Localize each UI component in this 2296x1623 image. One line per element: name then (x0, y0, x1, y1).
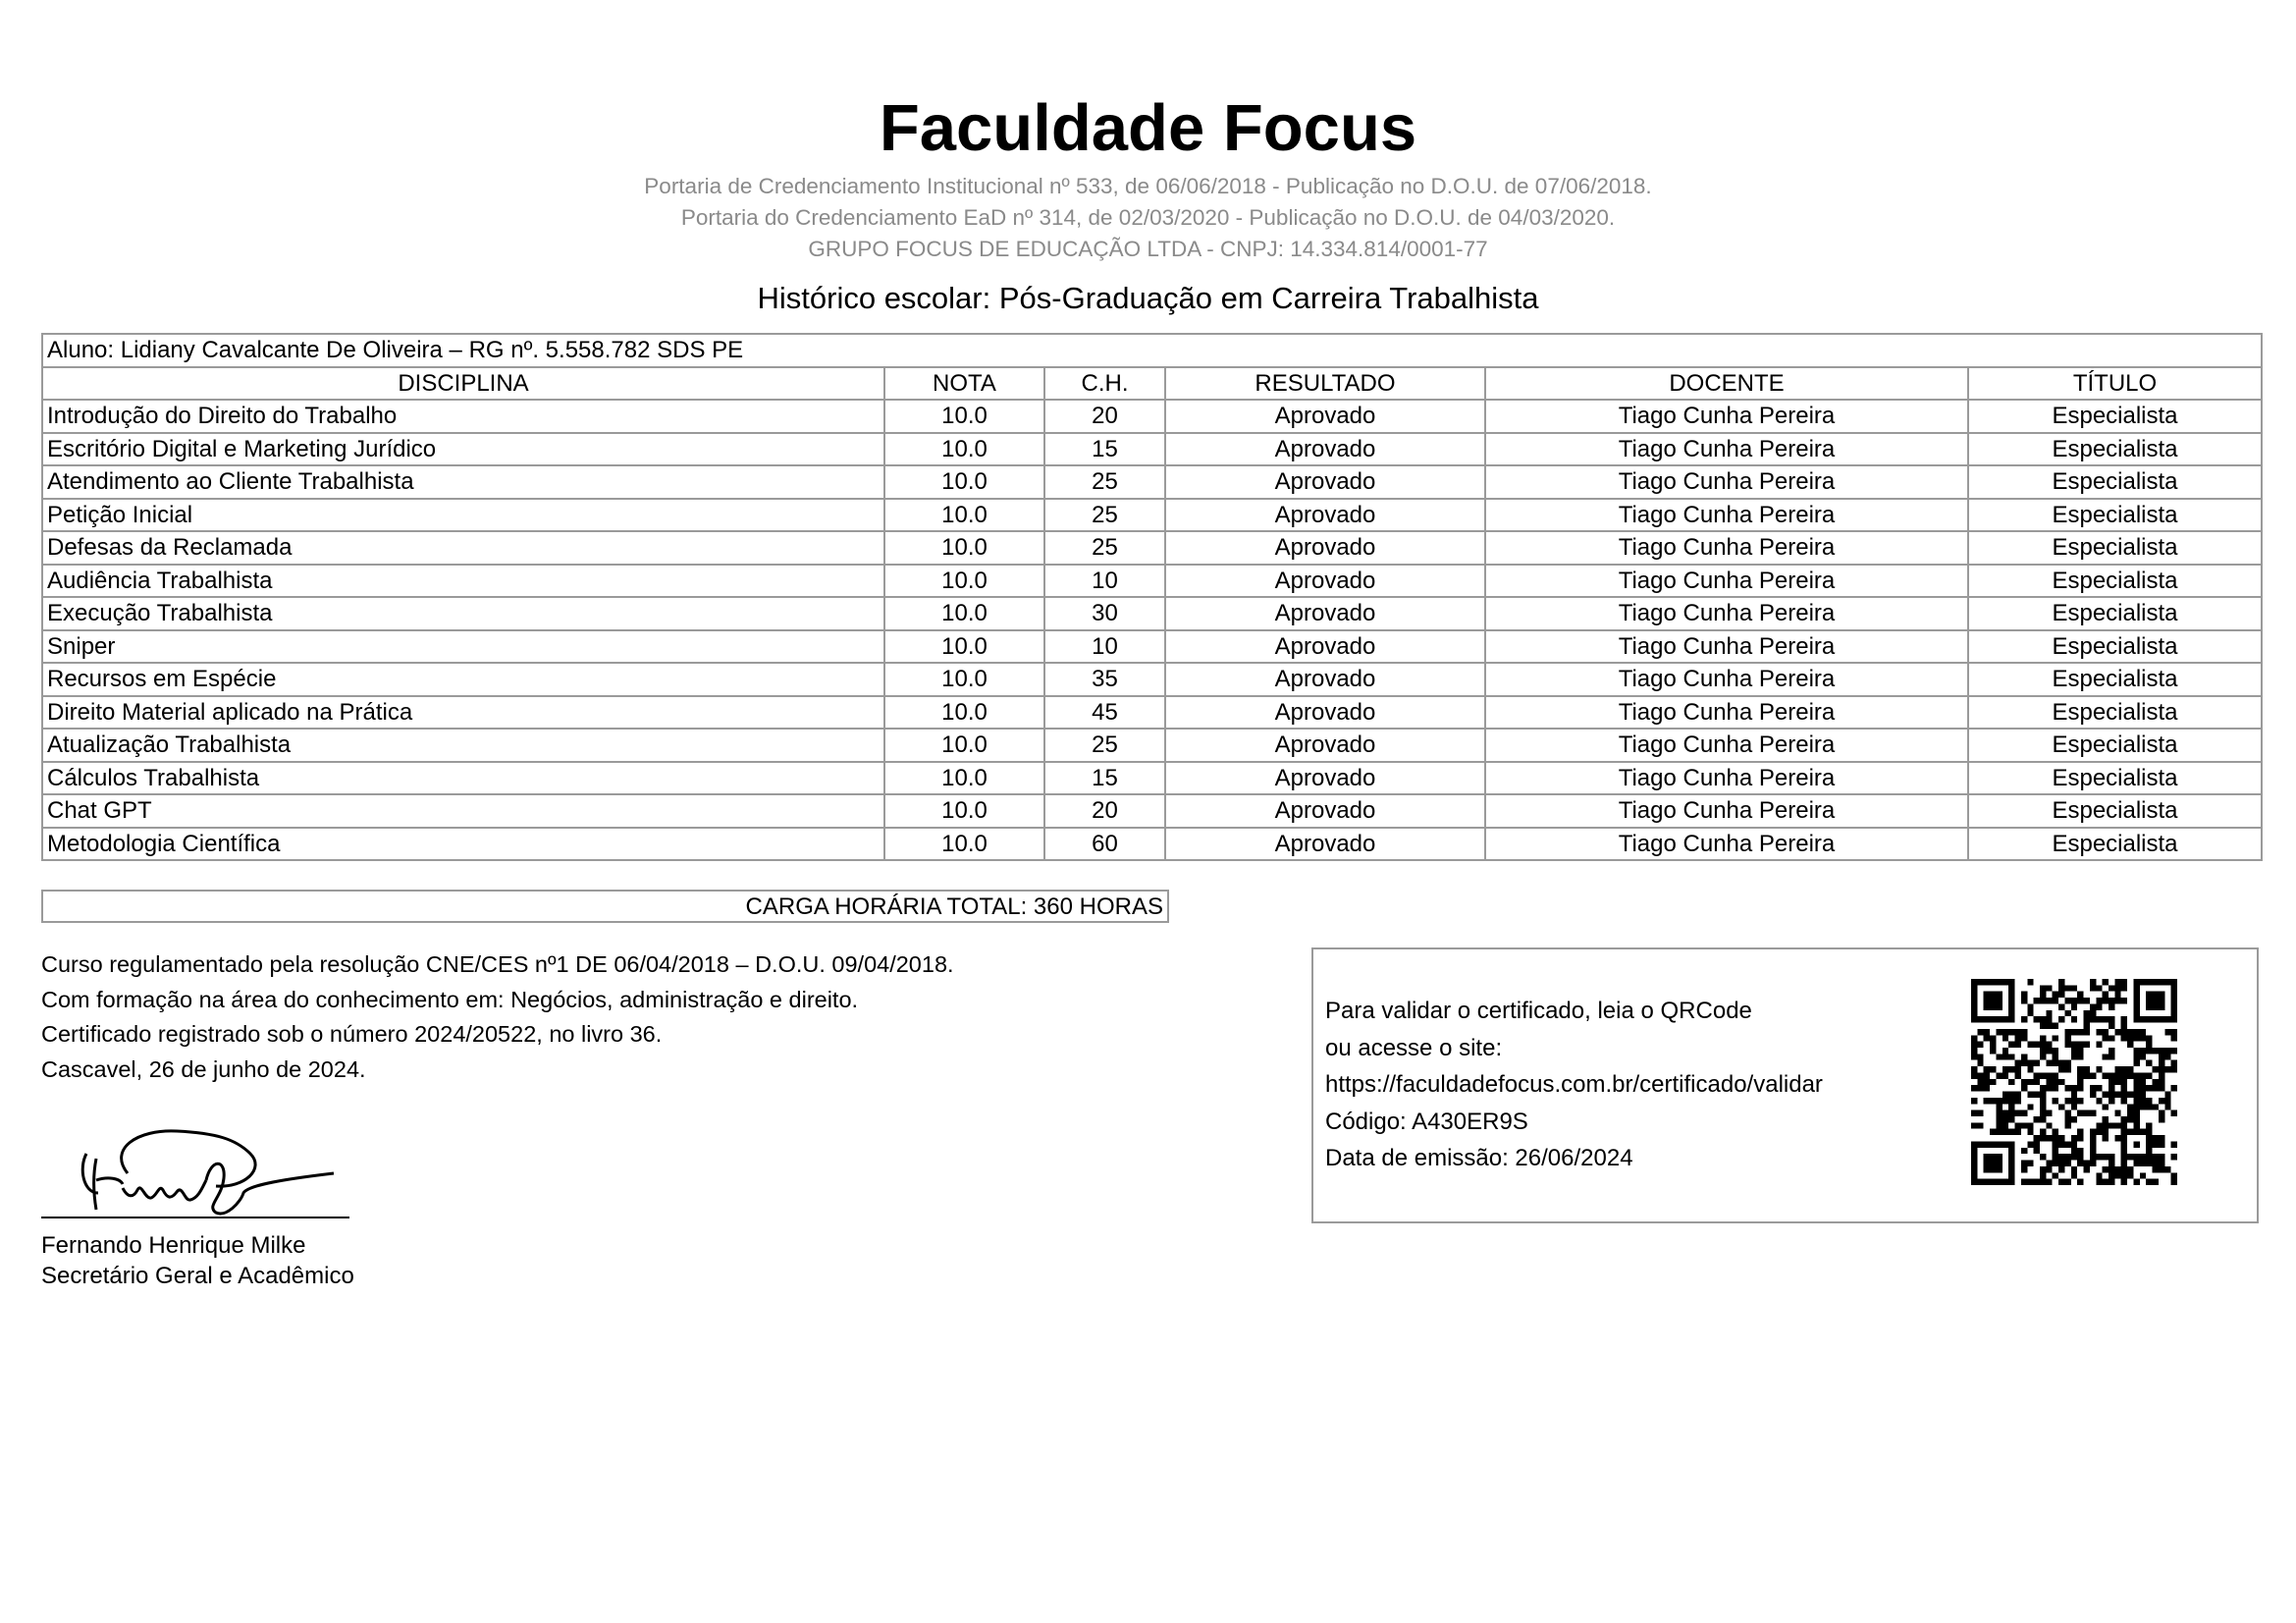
cell-resultado: Aprovado (1165, 597, 1485, 630)
cell-nota: 10.0 (884, 630, 1044, 664)
cell-disciplina: Escritório Digital e Marketing Jurídico (42, 433, 884, 466)
col-header-nota: NOTA (884, 367, 1044, 401)
note-area: Com formação na área do conhecimento em: Negócios, administração e direito. (41, 986, 859, 1012)
cell-disciplina: Chat GPT (42, 794, 884, 828)
cell-ch: 20 (1044, 400, 1165, 433)
col-header-docente: DOCENTE (1485, 367, 1968, 401)
cell-titulo: Especialista (1968, 565, 2262, 598)
table-row (42, 663, 2262, 696)
note-registration: Certificado registrado sob o número 2024/20522, no livro 36. (41, 1021, 663, 1047)
cell-resultado: Aprovado (1165, 828, 1485, 861)
cell-ch: 35 (1044, 663, 1165, 696)
cell-disciplina: Recursos em Espécie (42, 663, 884, 696)
cell-ch: 15 (1044, 433, 1165, 466)
cell-disciplina: Defesas da Reclamada (42, 531, 884, 565)
cell-nota: 10.0 (884, 663, 1044, 696)
signer-name: Fernando Henrique Milke (41, 1232, 306, 1259)
table-row (42, 400, 2262, 433)
accreditation-line-2: Portaria do Credenciamento EaD nº 314, de 02/03/2020 - Publicação no D.O.U. de 04/03/2020. (680, 205, 1616, 230)
cell-disciplina: Atendimento ao Cliente Trabalhista (42, 465, 884, 499)
cell-resultado: Aprovado (1165, 531, 1485, 565)
issue-date: Data de emissão: 26/06/2024 (1325, 1145, 1633, 1171)
cell-titulo: Especialista (1968, 794, 2262, 828)
cell-ch: 60 (1044, 828, 1165, 861)
cell-nota: 10.0 (884, 794, 1044, 828)
cell-ch: 30 (1044, 597, 1165, 630)
validation-url: https://faculdadefocus.com.br/certificado/validar (1325, 1071, 1823, 1098)
cell-ch: 45 (1044, 696, 1165, 730)
cell-ch: 25 (1044, 499, 1165, 532)
cell-resultado: Aprovado (1165, 762, 1485, 795)
cell-titulo: Especialista (1968, 828, 2262, 861)
col-header-resultado: RESULTADO (1165, 367, 1485, 401)
cell-disciplina: Execução Trabalhista (42, 597, 884, 630)
qr-code-icon (1971, 979, 2177, 1185)
cell-docente: Tiago Cunha Pereira (1485, 762, 1968, 795)
student-row (42, 334, 2262, 367)
company-line: GRUPO FOCUS DE EDUCAÇÃO LTDA - CNPJ: 14.334.814/0001-77 (808, 237, 1488, 261)
cell-disciplina: Sniper (42, 630, 884, 664)
cell-ch: 25 (1044, 531, 1165, 565)
cell-docente: Tiago Cunha Pereira (1485, 400, 1968, 433)
course-notes (41, 947, 954, 1087)
cell-disciplina: Direito Material aplicado na Prática (42, 696, 884, 730)
cell-titulo: Especialista (1968, 499, 2262, 532)
validation-text (1325, 993, 1823, 1177)
cell-titulo: Especialista (1968, 433, 2262, 466)
table-row (42, 465, 2262, 499)
header-row (42, 367, 2262, 401)
cell-disciplina: Petição Inicial (42, 499, 884, 532)
cell-nota: 10.0 (884, 696, 1044, 730)
student-info: Aluno: Lidiany Cavalcante De Oliveira – RG nº. 5.558.782 SDS PE (42, 334, 2262, 367)
cell-disciplina: Atualização Trabalhista (42, 729, 884, 762)
cell-nota: 10.0 (884, 597, 1044, 630)
table-row (42, 630, 2262, 664)
cell-titulo: Especialista (1968, 729, 2262, 762)
cell-docente: Tiago Cunha Pereira (1485, 597, 1968, 630)
cell-resultado: Aprovado (1165, 729, 1485, 762)
cell-nota: 10.0 (884, 499, 1044, 532)
table-row (42, 565, 2262, 598)
cell-resultado: Aprovado (1165, 400, 1485, 433)
validation-instruction: Para validar o certificado, leia o QRCode (1325, 998, 1752, 1024)
cell-resultado: Aprovado (1165, 499, 1485, 532)
cell-docente: Tiago Cunha Pereira (1485, 828, 1968, 861)
cell-resultado: Aprovado (1165, 465, 1485, 499)
cell-docente: Tiago Cunha Pereira (1485, 663, 1968, 696)
col-header-titulo: TÍTULO (1968, 367, 2262, 401)
cell-ch: 15 (1044, 762, 1165, 795)
cell-disciplina: Audiência Trabalhista (42, 565, 884, 598)
col-header-disciplina: DISCIPLINA (42, 367, 884, 401)
cell-docente: Tiago Cunha Pereira (1485, 565, 1968, 598)
validation-box (1311, 947, 2259, 1223)
cell-docente: Tiago Cunha Pereira (1485, 630, 1968, 664)
document-heading: Histórico escolar: Pós-Graduação em Carreira Trabalhista (757, 281, 1539, 315)
signature-image (69, 1119, 353, 1227)
cell-resultado: Aprovado (1165, 794, 1485, 828)
cell-nota: 10.0 (884, 400, 1044, 433)
cell-docente: Tiago Cunha Pereira (1485, 465, 1968, 499)
cell-titulo: Especialista (1968, 531, 2262, 565)
validation-or-site: ou acesse o site: (1325, 1034, 1503, 1061)
cell-disciplina: Introdução do Direito do Trabalho (42, 400, 884, 433)
cell-titulo: Especialista (1968, 630, 2262, 664)
cell-nota: 10.0 (884, 531, 1044, 565)
col-header-ch: C.H. (1044, 367, 1165, 401)
cell-ch: 25 (1044, 465, 1165, 499)
cell-nota: 10.0 (884, 465, 1044, 499)
cell-ch: 20 (1044, 794, 1165, 828)
cell-nota: 10.0 (884, 762, 1044, 795)
cell-disciplina: Cálculos Trabalhista (42, 762, 884, 795)
cell-nota: 10.0 (884, 828, 1044, 861)
table-row (42, 794, 2262, 828)
table-row (42, 729, 2262, 762)
cell-docente: Tiago Cunha Pereira (1485, 794, 1968, 828)
cell-titulo: Especialista (1968, 597, 2262, 630)
validation-code: Código: A430ER9S (1325, 1108, 1528, 1135)
note-place-date: Cascavel, 26 de junho de 2024. (41, 1055, 366, 1082)
cell-resultado: Aprovado (1165, 433, 1485, 466)
cell-titulo: Especialista (1968, 696, 2262, 730)
cell-docente: Tiago Cunha Pereira (1485, 531, 1968, 565)
cell-nota: 10.0 (884, 565, 1044, 598)
table-row (42, 696, 2262, 730)
table-row (42, 828, 2262, 861)
institution-title: Faculdade Focus (879, 91, 1417, 165)
cell-disciplina: Metodologia Científica (42, 828, 884, 861)
cell-docente: Tiago Cunha Pereira (1485, 729, 1968, 762)
table-row (42, 762, 2262, 795)
table-row (42, 433, 2262, 466)
total-hours: CARGA HORÁRIA TOTAL: 360 HORAS (41, 890, 1169, 923)
cell-titulo: Especialista (1968, 465, 2262, 499)
signer-role: Secretário Geral e Acadêmico (41, 1263, 354, 1289)
cell-ch: 10 (1044, 565, 1165, 598)
cell-resultado: Aprovado (1165, 696, 1485, 730)
cell-nota: 10.0 (884, 433, 1044, 466)
cell-titulo: Especialista (1968, 762, 2262, 795)
cell-docente: Tiago Cunha Pereira (1485, 696, 1968, 730)
signature-line (41, 1217, 349, 1218)
cell-docente: Tiago Cunha Pereira (1485, 499, 1968, 532)
cell-docente: Tiago Cunha Pereira (1485, 433, 1968, 466)
signer-block (41, 1230, 354, 1291)
cell-titulo: Especialista (1968, 400, 2262, 433)
cell-ch: 10 (1044, 630, 1165, 664)
note-regulation: Curso regulamentado pela resolução CNE/CES nº1 DE 06/04/2018 – D.O.U. 09/04/2018. (41, 951, 954, 977)
cell-resultado: Aprovado (1165, 663, 1485, 696)
cell-resultado: Aprovado (1165, 630, 1485, 664)
cell-ch: 25 (1044, 729, 1165, 762)
cell-nota: 10.0 (884, 729, 1044, 762)
table-row (42, 597, 2262, 630)
table-row (42, 531, 2262, 565)
grades-table (41, 333, 2263, 861)
accreditation-line-1: Portaria de Credenciamento Institucional nº 533, de 06/06/2018 - Publicação no D.O.U. de 07/06/2018. (644, 174, 1652, 198)
cell-titulo: Especialista (1968, 663, 2262, 696)
table-row (42, 499, 2262, 532)
cell-resultado: Aprovado (1165, 565, 1485, 598)
